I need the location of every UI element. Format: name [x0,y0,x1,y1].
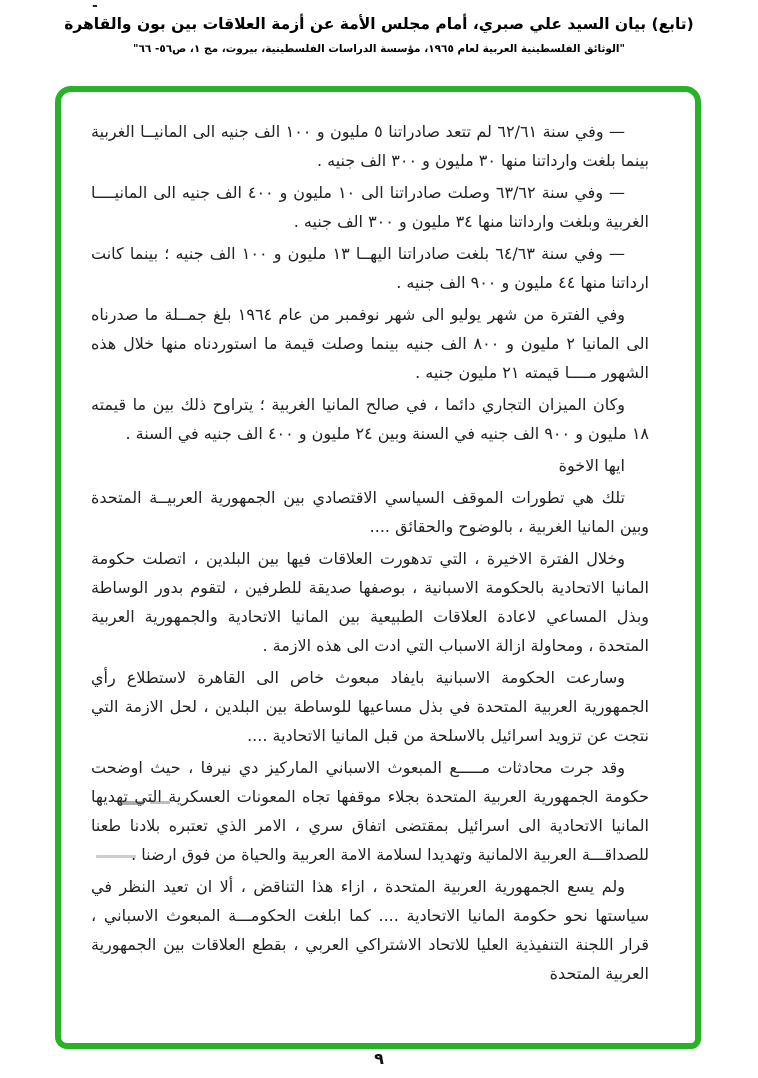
document-header [0,13,758,55]
dash-paragraph-exports-63-64: — وفي سنة ٦٤/٦٣ بلغت صادراتنا اليهــا ١٣ مليون و ١٠٠ الف جنيه ؛ بينما كانت ارداتنا منها ٤٤ مليون و ٩٠٠ الف جنيه . [91,244,649,292]
source-citation: "الوثائق الفلسطينية العربية لعام ١٩٦٥، مؤسسة الدراسات الفلسطينية، بيروت، مج ١، ص٥٦- ٦٦" [132,43,625,55]
paragraph-reconsider-policy: ولم يسع الجمهورية العربية المتحدة ، ازاء هذا التناقض ، ألا ان تعيد النظر في سياستها نحو حكومة المانيا الاتحادية .... كما ابلغت الحكومـــة المبعوث الاسباني ، قرار اللجنة التنفيذية العليا للاتحاد الاشتراكي العربي ، بقطع العلاقات بين الجمهورية العربية المتحدة [91,877,649,983]
dash-paragraph-exports-62-63: — وفي سنة ٦٣/٦٢ وصلت صادراتنا الى ١٠ مليون و ٤٠٠ الف جنيه الى المانيــــا الغربية وبلغت وارداتنا منها ٣٤ مليون و ٣٠٠ الف جنيه . [91,183,649,231]
paragraph-trade-balance: وكان الميزان التجاري دائما ، في صالح المانيا الغربية ؛ يتراوح ذلك بين ما قيمته ١٨ مليون و ٩٠٠ الف جنيه في السنة وبين ٢٤ مليون و ٤٠٠ الف جنيه في السنة . [91,395,649,443]
green-content-frame [55,86,701,1049]
scan-artifact [118,801,144,805]
stray-scan-mark: - [92,0,98,14]
scan-artifact [150,801,170,804]
dash-paragraph-exports-61-62: — وفي سنة ٦٢/٦١ لم تتعد صادراتنا ٥ مليون و ١٠٠ الف جنيه الى المانيــا الغربية بينما بلغت وارداتنا منها ٣٠ مليون و ٣٠٠ الف جنيه . [91,122,649,170]
paragraph-spanish-mediation: وخلال الفترة الاخيرة ، التي تدهورت العلاقات فيها بين البلدين ، اتصلت حكومة المانيا الاتحادية بالحكومة الاسبانية ، بوصفها صديقة للطرفين ، لتقوم بدور الوساطة وبذل المساعي لاعادة العلاقات الطبيعية بين المانيا الاتحادية والجمهورية العربية المتحدة ، ومحاولة ازالة الاسباب التي ادت الى هذه الازمة . [91,549,649,655]
page-number: ٩ [374,1049,384,1068]
document-title: (تابع) بيان السيد علي صبري، أمام مجلس الأمة عن أزمة العلاقات بين بون والقاهرة [64,15,694,33]
scan-artifact [96,855,136,858]
paragraph-july-november-1964: وفي الفترة من شهر يوليو الى شهر نوفمبر من عام ١٩٦٤ بلغ جمــلة ما صدرناه الى المانيا ٢ مليون و ٨٠٠ الف جنيه بينما وصلت قيمة ما استوردناه منها خلال هذه الشهور مــــا قيمته ٢١ مليون جنيه . [91,305,649,382]
paragraph-special-envoy: وسارعت الحكومة الاسبانية بايفاد مبعوث خاص الى القاهرة لاستطلاع رأي الجمهورية العربية المتحدة في بذل مساعيها للوساطة بين البلدين ، لحل الازمة التي نتجت عن تزويد اسرائيل بالاسلحة من قبل المانيا الاتحادية .... [91,668,649,745]
paragraph-developments-summary: تلك هي تطورات الموقف السياسي الاقتصادي بين الجمهورية العربيــة المتحدة وبين المانيا الغربية ، بالوضوح والحقائق .... [91,488,649,536]
paragraph-marquis-de-nerva-talks: وقد جرت محادثات مـــــع المبعوث الاسباني الماركيز دي نيرفا ، حيث اوضحت حكومة الجمهورية العربية المتحدة بجلاء موقفها تجاه المعونات العسكرية التي تهديها المانيا الاتحادية الى اسرائيل بمقتضى اتفاق سري ، الامر الذي تعتبره بلادنا طعنا للصداقـــة العربية الالمانية وتهديدا لسلامة الامة العربية والحياة من فوق ارضنا . [91,758,649,864]
section-heading-brothers: ايها الاخوة [558,456,625,475]
